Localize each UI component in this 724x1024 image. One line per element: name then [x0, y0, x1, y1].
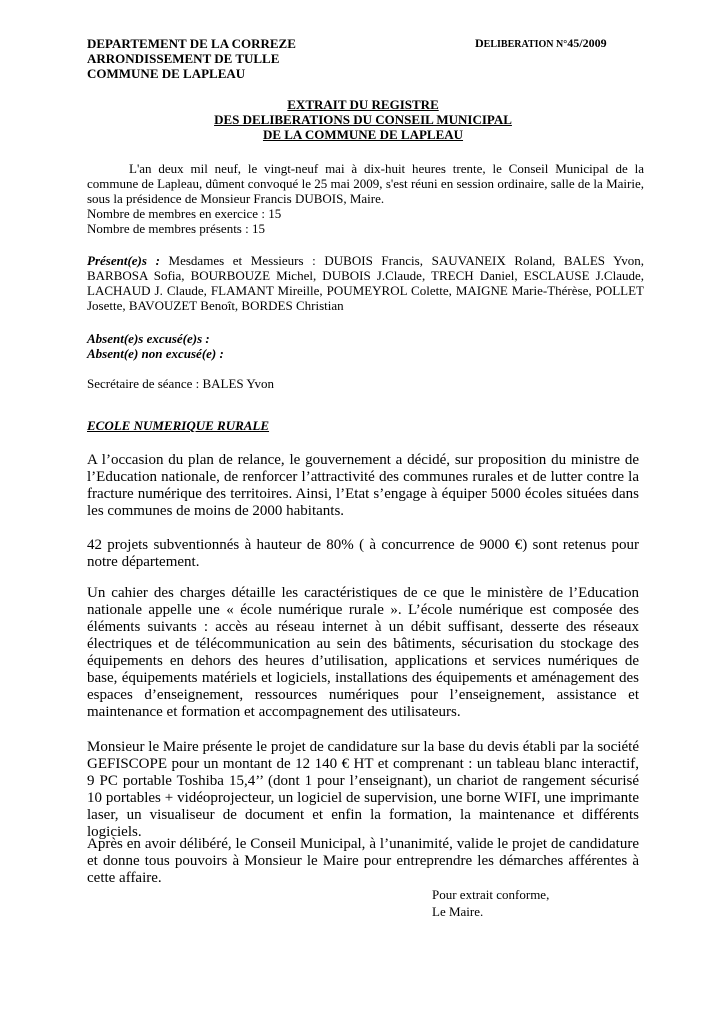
absent-block — [87, 331, 644, 361]
delib-initial: D — [475, 36, 484, 50]
absent-excused: Absent(e)s excusé(e)s : — [87, 331, 210, 346]
document-title — [87, 97, 639, 142]
paragraph-1: A l’occasion du plan de relance, le gouvernement a décidé, sur proposition du ministre de l’Education nationale, de renforcer l’attractivité des communes rurales et de lutter contre la fracture numérique des territoires. Ainsi, l’Etat s’engage à équiper 5000 écoles situées dans les communes de moins de 2000 habitants. — [87, 452, 639, 519]
header-arrondissement: ARRONDISSEMENT DE TULLE — [87, 51, 280, 66]
present-list: Mesdames et Messieurs : DUBOIS Francis, SAUVANEIX Roland, BALES Yvon, BARBOSA Sofia, BOURBOUZE Michel, DUBOIS J.Claude, TRECH Daniel, ESCLAUSE J.Claude, LACHAUD J. Claude, FLAMANT Mireille, POUMEYROL Colette, MAIGNE Marie-Thérèse, POLLET Josette, BAVOUZET Benoît, BORDES Christian — [87, 253, 644, 313]
title-line-1: EXTRAIT DU REGISTRE — [287, 97, 439, 112]
signature-line-1: Pour extrait conforme, — [432, 887, 550, 902]
secretary-line: Secrétaire de séance : BALES Yvon — [87, 376, 275, 391]
intro-paragraph: L'an deux mil neuf, le vingt-neuf mai à dix-huit heures trente, le Conseil Municipal de la commune de Lapleau, dûment convoqué le 25 mai 2009, s'est réuni en session ordinaire, salle de la Mairie, sous la présidence de Monsieur Francis DUBOIS, Maire. — [87, 161, 644, 206]
title-line-2: DES DELIBERATIONS DU CONSEIL MUNICIPAL — [214, 112, 512, 127]
signature-line-2: Le Maire. — [432, 904, 484, 919]
section-title: ECOLE NUMERIQUE RURALE — [87, 418, 270, 433]
delib-label: ELIBERATION N° — [483, 39, 568, 50]
members-in-office: Nombre de membres en exercice : 15 — [87, 206, 282, 221]
paragraph-5: Après en avoir délibéré, le Conseil Municipal, à l’unanimité, valide le projet de candidature et donne tous pouvoirs à Monsieur le Maire pour entreprendre les démarches afférentes à cette affaire. — [87, 836, 639, 886]
header-commune: COMMUNE DE LAPLEAU — [87, 66, 246, 81]
signature-block — [432, 886, 549, 920]
paragraph-2: 42 projets subventionnés à hauteur de 80% ( à concurrence de 9000 €) sont retenus pour notre département. — [87, 537, 639, 570]
paragraph-3: Un cahier des charges détaille les caractéristiques de ce que le ministère de l’Education nationale appelle une « école numérique rurale ». L’école numérique est composée des éléments suivants : accès au réseau internet à un débit suffisant, desserte des réseaux électriques et de télécommunication au sein des bâtiments, sécurisation du stockage des équipements en dehors des heures d’utilisation, applications et services numériques de base, équipements matériels et logiciels, installations des équipements et aménagement des espaces d’enseignement, ressources numériques pour l’enseignement, assistance et maintenance et formation et accompagnement des utilisateurs. — [87, 585, 639, 720]
header-administration — [87, 36, 296, 81]
members-present: Nombre de membres présents : 15 — [87, 221, 265, 236]
delib-number: 45/2009 — [567, 36, 607, 50]
present-block — [87, 253, 644, 313]
present-label: Présent(e)s : — [87, 253, 160, 268]
intro-block — [87, 161, 644, 236]
title-line-3: DE LA COMMUNE DE LAPLEAU — [262, 127, 464, 142]
absent-unexcused: Absent(e) non excusé(e) : — [87, 346, 224, 361]
paragraph-4: Monsieur le Maire présente le projet de candidature sur la base du devis établi par la société GEFISCOPE pour un montant de 12 140 € HT et comprenant : un tableau blanc interactif, 9 PC portable Toshiba 15,4’’ (dont 1 pour l’enseignant), un chariot de rangement sécurisé 10 portables + vidéoprojecteur, un logiciel de supervision, une borne WIFI, une imprimante laser, un visualiseur de document et enfin la formation, la maintenance et différents logiciels. — [87, 739, 639, 840]
header-department: DEPARTEMENT DE LA CORREZE — [87, 36, 296, 51]
deliberation-number — [475, 36, 607, 52]
